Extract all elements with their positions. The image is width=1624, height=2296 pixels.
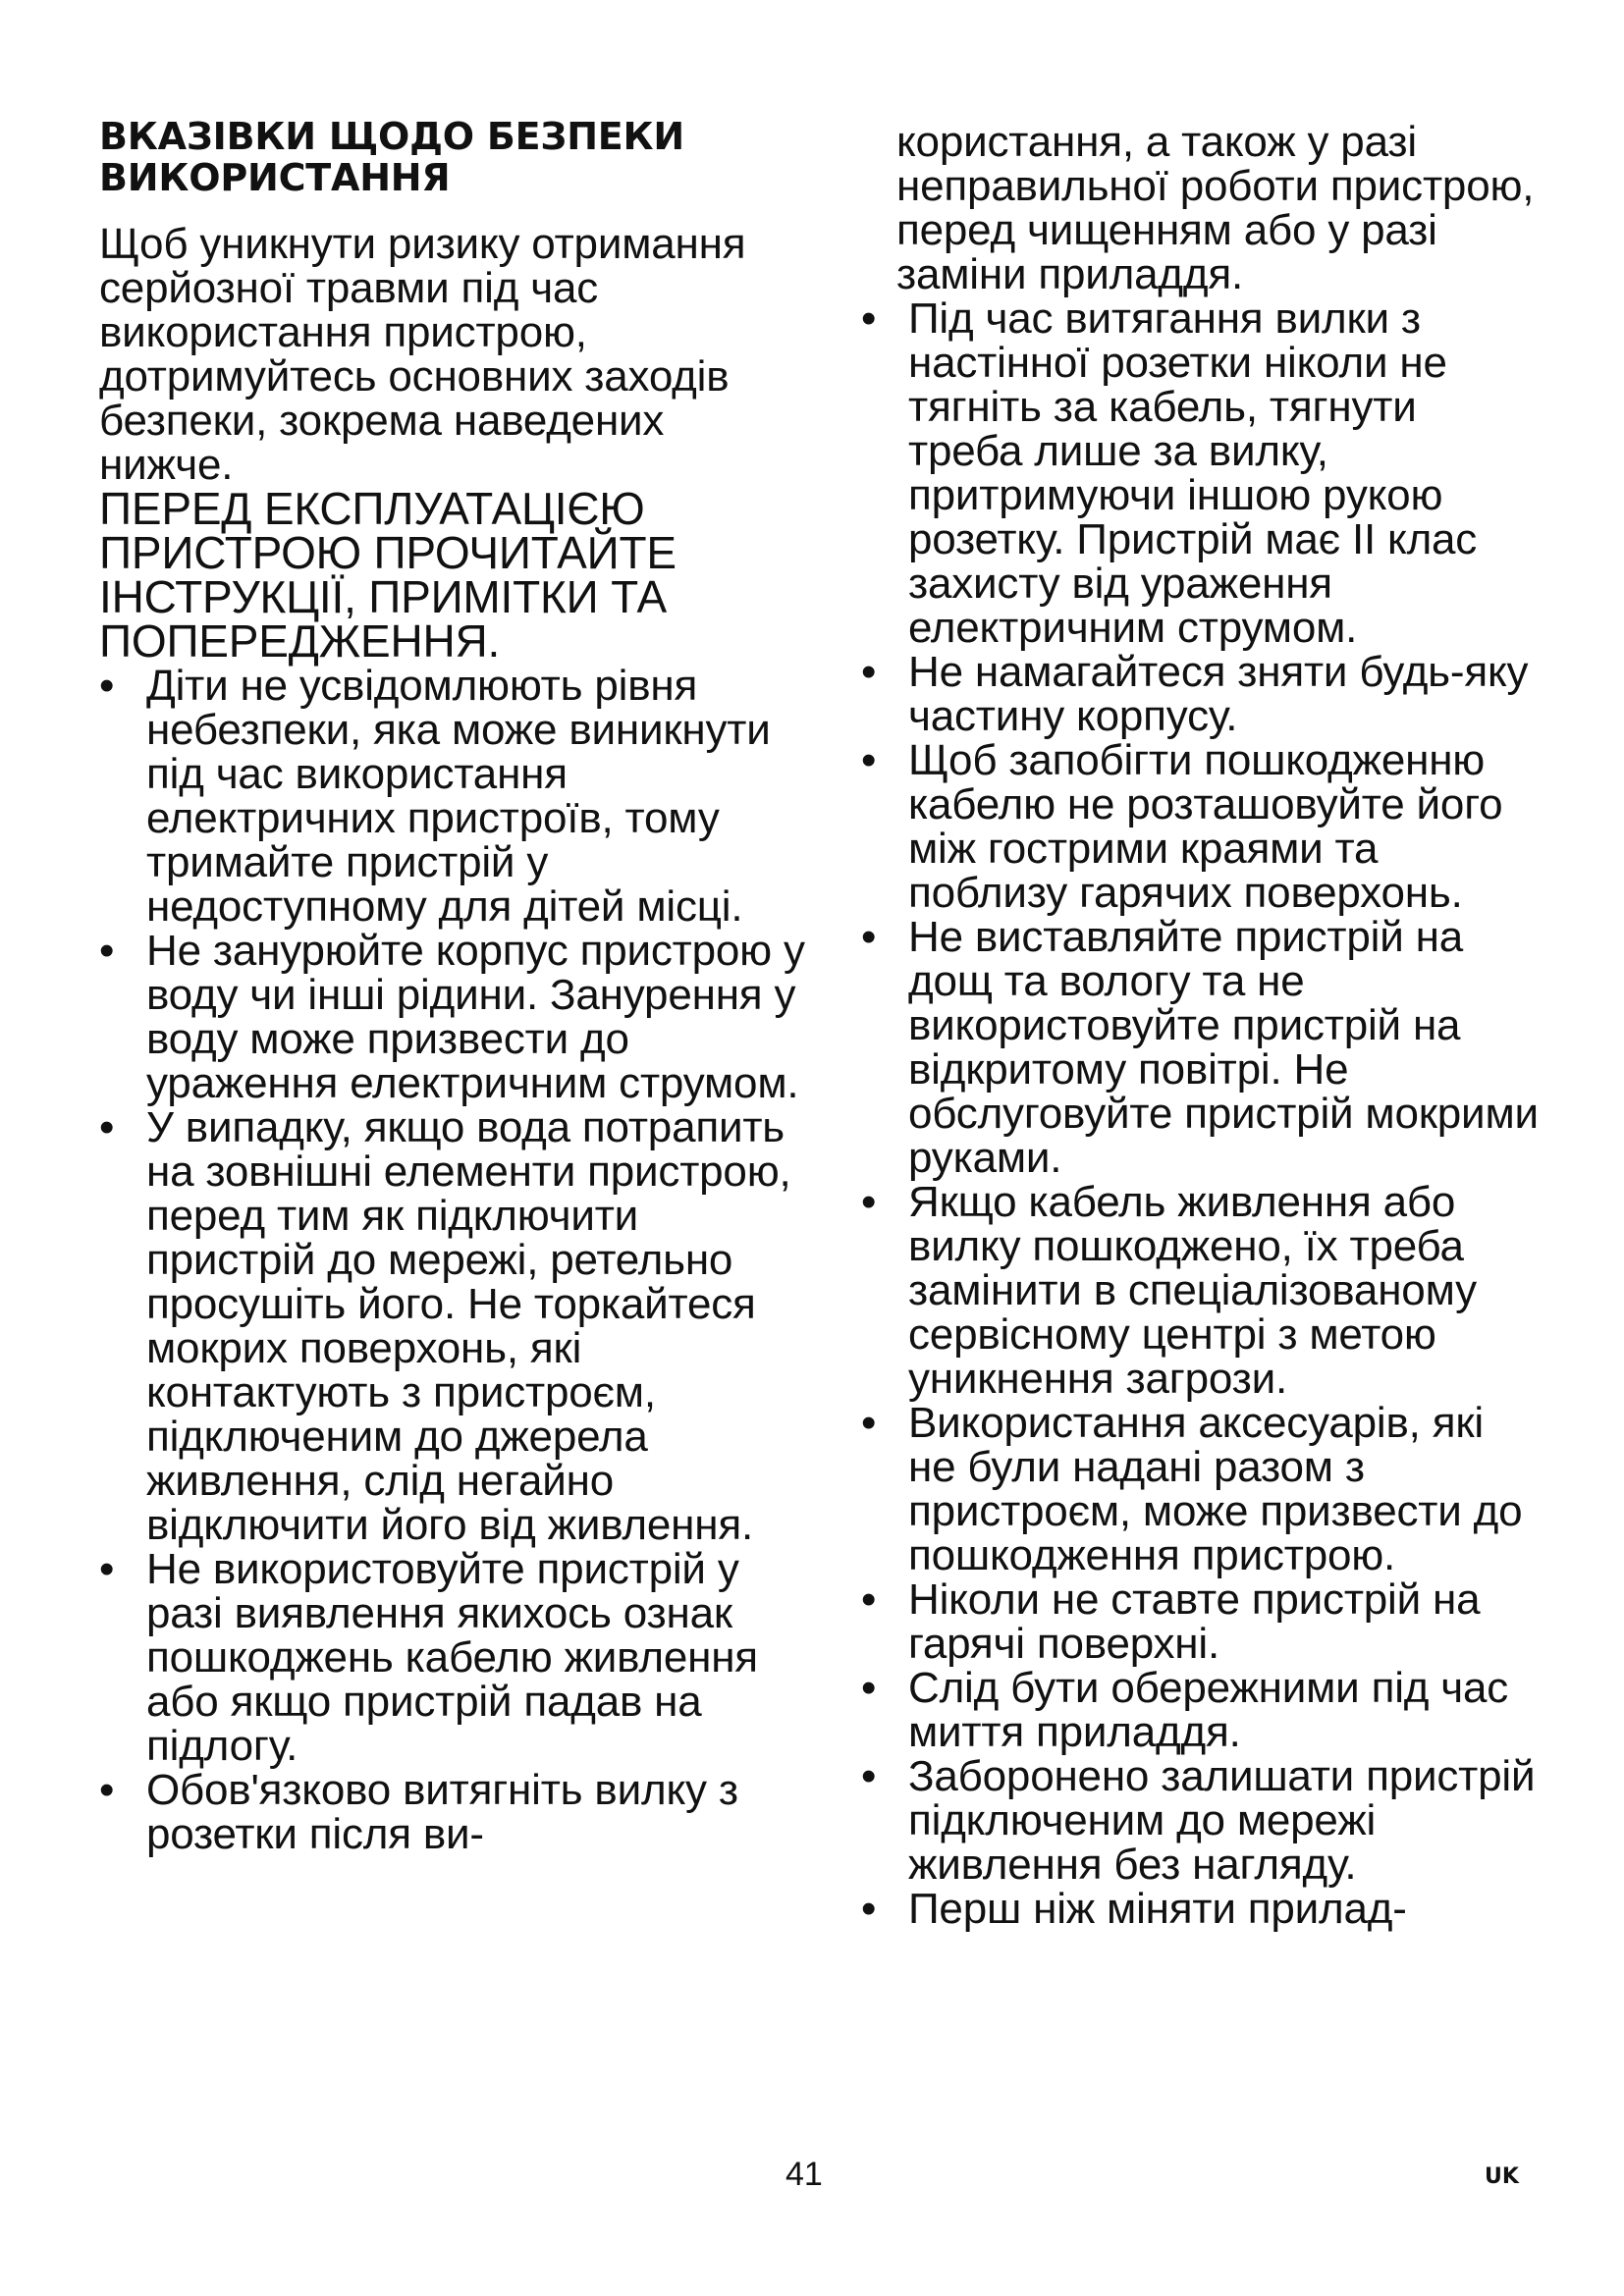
bullet-icon: •: [861, 294, 877, 343]
list-item: • Перш ніж міняти прилад-: [861, 1885, 1407, 1933]
right-column: [861, 120, 1539, 1931]
list-item: • Під час витягання вилки з настінної розетки ніколи не тягніть за кабель, тягнути треба лише за вилку, притримуючи іншою рукою розетку. Пристрій має II клас захисту від ураження електричним струмом.: [861, 294, 1478, 652]
bullet-icon: •: [99, 927, 115, 975]
left-column: [99, 116, 806, 1856]
list-item: • Не занурюйте корпус пристрою у воду чи інші рідини. Занурення у воду може призвести до ураження електричним струмом.: [99, 927, 805, 1107]
bullet-icon: •: [99, 662, 115, 710]
warning-caps-paragraph: ПЕРЕД ЕКСПЛУАТАЦІЄЮ ПРИСТРОЮ ПРОЧИТАЙТЕ ІНСТРУКЦІЇ, ПРИМІТКИ ТА ПОПЕРЕДЖЕННЯ.: [99, 483, 677, 667]
intro-paragraph: Щоб уникнути ризику отримання серйозної травми під час використання пристрою, дотримуйтесь основних заходів безпеки, зокрема наведених нижче.: [99, 220, 746, 489]
list-item: • Діти не усвідомлюють рівня небезпеки, яка може виникнути під час використання електричних пристроїв, тому тримайте пристрій у недоступному для дітей місці.: [99, 662, 771, 931]
section-heading: ВКАЗІВКИ ЩОДО БЕЗПЕКИ ВИКОРИСТАННЯ: [99, 115, 685, 199]
right-bullet-list: [861, 120, 1539, 1931]
bullet-icon: •: [99, 1545, 115, 1593]
left-bullet-list: [99, 664, 806, 1856]
bullet-icon: •: [861, 648, 877, 696]
page-number: 41: [785, 2156, 823, 2193]
list-item: • Використання аксесуарів, які не були надані разом з пристроєм, може призвести до пошкодження пристрою.: [861, 1399, 1523, 1579]
bullet-icon: •: [861, 736, 877, 784]
list-item: • Обов'язково витягніть вилку з розетки після ви-: [99, 1766, 738, 1858]
bullet-icon: •: [861, 1885, 877, 1933]
bullet-icon: •: [861, 1178, 877, 1226]
bullet-icon: •: [99, 1766, 115, 1814]
list-item: • Не виставляйте пристрій на дощ та вологу та не використовуйте пристрій на відкритому повітрі. Не обслуговуйте пристрій мокрими руками.: [861, 913, 1539, 1182]
bullet-icon: •: [861, 913, 877, 961]
bullet-icon: •: [861, 1399, 877, 1447]
language-code: UK: [1485, 2164, 1519, 2189]
list-item: • Не використовуйте пристрій у разі виявлення якихось ознак пошкоджень кабелю живлення або якщо пристрій падав на підлогу.: [99, 1545, 758, 1770]
bullet-icon: •: [861, 1752, 877, 1800]
bullet-icon: •: [861, 1664, 877, 1712]
list-item: • У випадку, якщо вода потрапить на зовнішні елементи пристрою, перед тим як підключити пристрій до мережі, ретельно просушіть його. Не торкайтеся мокрих поверхонь, які контактують з пристроєм, підключеним до джерела живлення, слід негайно відключити його від живлення.: [99, 1103, 791, 1549]
list-item: • Не намагайтеся зняти будь-яку частину корпусу.: [861, 648, 1529, 740]
list-item: • Щоб запобігти пошкодженню кабелю не розташовуйте його між гострими краями та поблизу гарячих поверхонь.: [861, 736, 1503, 917]
list-item-continuation: користання, а також у разі неправильної роботи пристрою, перед чищенням або у разі заміни приладдя.: [896, 118, 1535, 298]
list-item: • Ніколи не ставте пристрій на гарячі поверхні.: [861, 1575, 1481, 1668]
bullet-icon: •: [861, 1575, 877, 1624]
list-item: • Якщо кабель живлення або вилку пошкоджено, їх треба замінити в спеціалізованому сервісному центрі з метою уникнення загрози.: [861, 1178, 1477, 1403]
list-item: • Слід бути обережними під час миття приладдя.: [861, 1664, 1509, 1756]
bullet-icon: •: [99, 1103, 115, 1151]
list-item: • Заборонено залишати пристрій підключеним до мережі живлення без нагляду.: [861, 1752, 1536, 1889]
